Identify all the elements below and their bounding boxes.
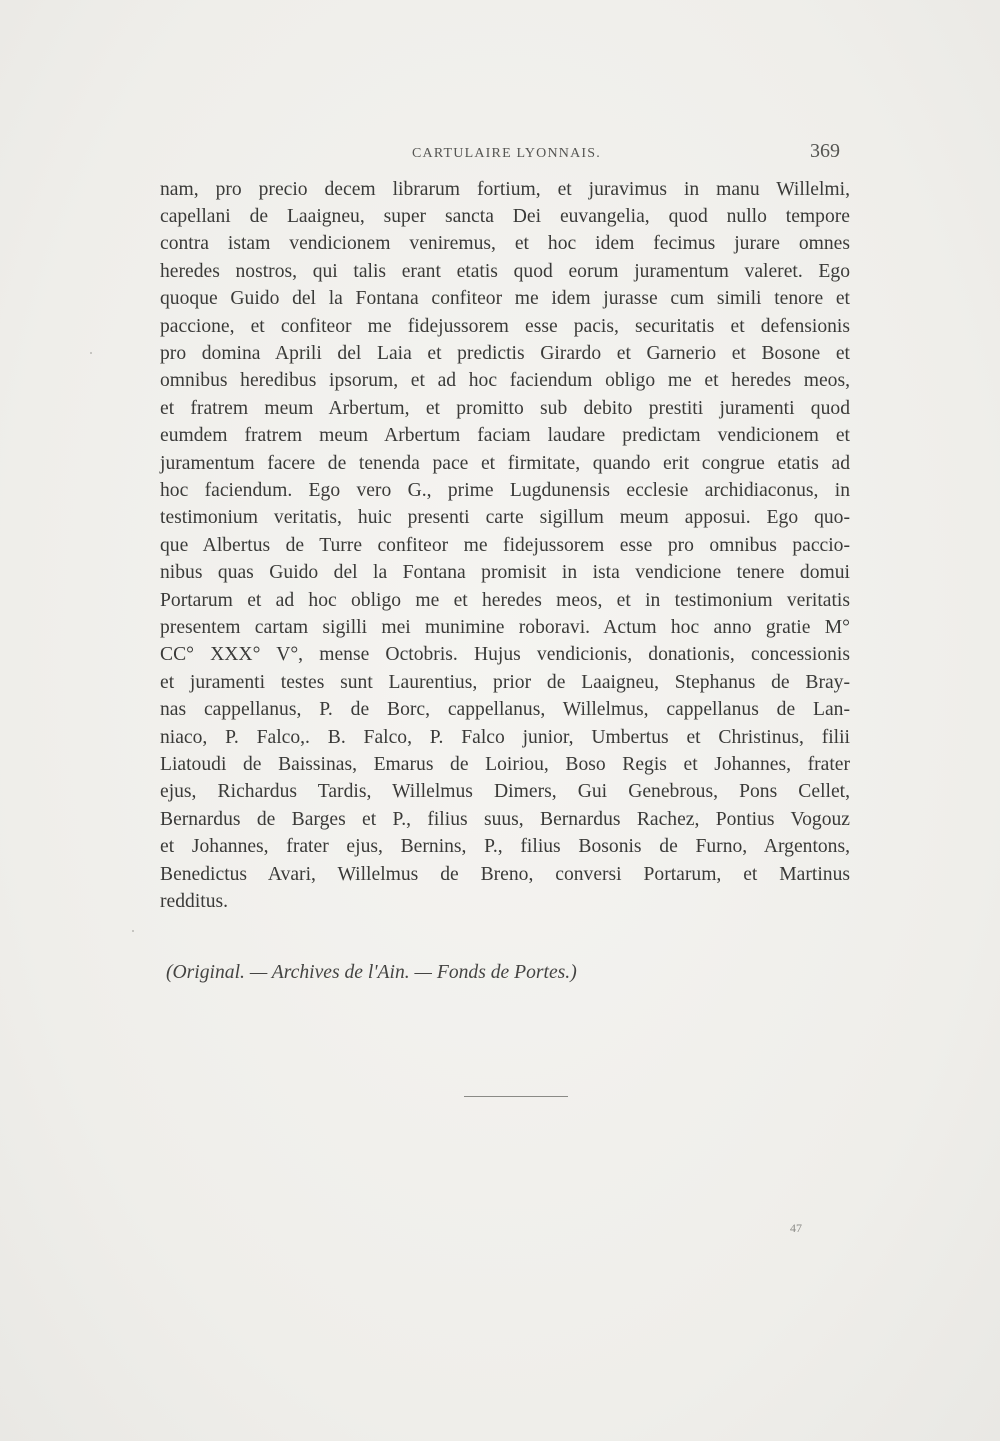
text-line: juramentum facere de tenenda pace et firmitate, quando erit congrue etatis ad	[160, 453, 850, 474]
text-line: et juramenti testes sunt Laurentius, prior de Laaigneu, Stephanus de Bray-	[160, 672, 850, 693]
text-line: pro domina Aprili del Laia et predictis Girardo et Garnerio et Bosone et	[160, 343, 850, 364]
running-title: CARTULAIRE LYONNAIS.	[412, 146, 601, 161]
text-line: presentem cartam sigilli mei munimine roboravi. Actum hoc anno gratie M°	[160, 617, 850, 638]
text-line: niaco, P. Falco,. B. Falco, P. Falco junior, Umbertus et Christinus, filii	[160, 727, 850, 748]
text-line: nibus quas Guido del la Fontana promisit in ista vendicione tenere domui	[160, 562, 850, 583]
text-line: Liatoudi de Baissinas, Emarus de Loiriou, Boso Regis et Johannes, frater	[160, 754, 850, 775]
text-line: et Johannes, frater ejus, Bernins, P., filius Bosonis de Furno, Argentons,	[160, 836, 850, 857]
text-line: Benedictus Avari, Willelmus de Breno, conversi Portarum, et Martinus	[160, 864, 850, 885]
paper-speck	[90, 352, 92, 354]
text-line: Portarum et ad hoc obligo me et heredes meos, et in testimonium veritatis	[160, 590, 850, 611]
text-line: nam, pro precio decem librarum fortium, et juravimus in manu Willelmi,	[160, 179, 850, 200]
text-line: Bernardus de Barges et P., filius suus, Bernardus Rachez, Pontius Vogouz	[160, 809, 850, 830]
page-number: 369	[810, 140, 840, 162]
text-line: nas cappellanus, P. de Borc, cappellanus, Willelmus, cappellanus de Lan-	[160, 699, 850, 720]
text-line: redditus.	[160, 891, 229, 912]
text-line: testimonium veritatis, huic presenti carte sigillum meum apposui. Ego quo-	[160, 507, 850, 528]
text-line: eumdem fratrem meum Arbertum faciam laudare predictam vendicionem et	[160, 425, 850, 446]
text-line: contra istam vendicionem veniremus, et hoc idem fecimus jurare omnes	[160, 233, 850, 254]
paper-speck	[132, 930, 134, 932]
text-line: CC° XXX° V°, mense Octobris. Hujus vendicionis, donationis, concessionis	[160, 644, 850, 665]
text-line: capellani de Laaigneu, super sancta Dei euvangelia, quod nullo tempore	[160, 206, 850, 227]
text-line: ejus, Richardus Tardis, Willelmus Dimers, Gui Genebrous, Pons Cellet,	[160, 781, 850, 802]
text-line: que Albertus de Turre confiteor me fidejussorem esse pro omnibus paccio-	[160, 535, 850, 556]
text-line: heredes nostros, qui talis erant etatis quod eorum juramentum valeret. Ego	[160, 261, 850, 282]
text-line: quoque Guido del la Fontana confiteor me idem jurasse cum simili tenore et	[160, 288, 850, 309]
text-line: omnibus heredibus ipsorum, et ad hoc faciendum obligo me et heredes meos,	[160, 370, 850, 391]
section-divider	[464, 1096, 568, 1097]
text-line: hoc faciendum. Ego vero G., prime Lugdunensis ecclesie archidiaconus, in	[160, 480, 850, 501]
text-line: et fratrem meum Arbertum, et promitto sub debito prestiti juramenti quod	[160, 398, 850, 419]
text-line: paccione, et confiteor me fidejussorem esse pacis, securitatis et defensionis	[160, 316, 850, 337]
source-note: (Original. — Archives de l'Ain. — Fonds de Portes.)	[166, 962, 577, 983]
signature-mark: 47	[790, 1221, 802, 1235]
